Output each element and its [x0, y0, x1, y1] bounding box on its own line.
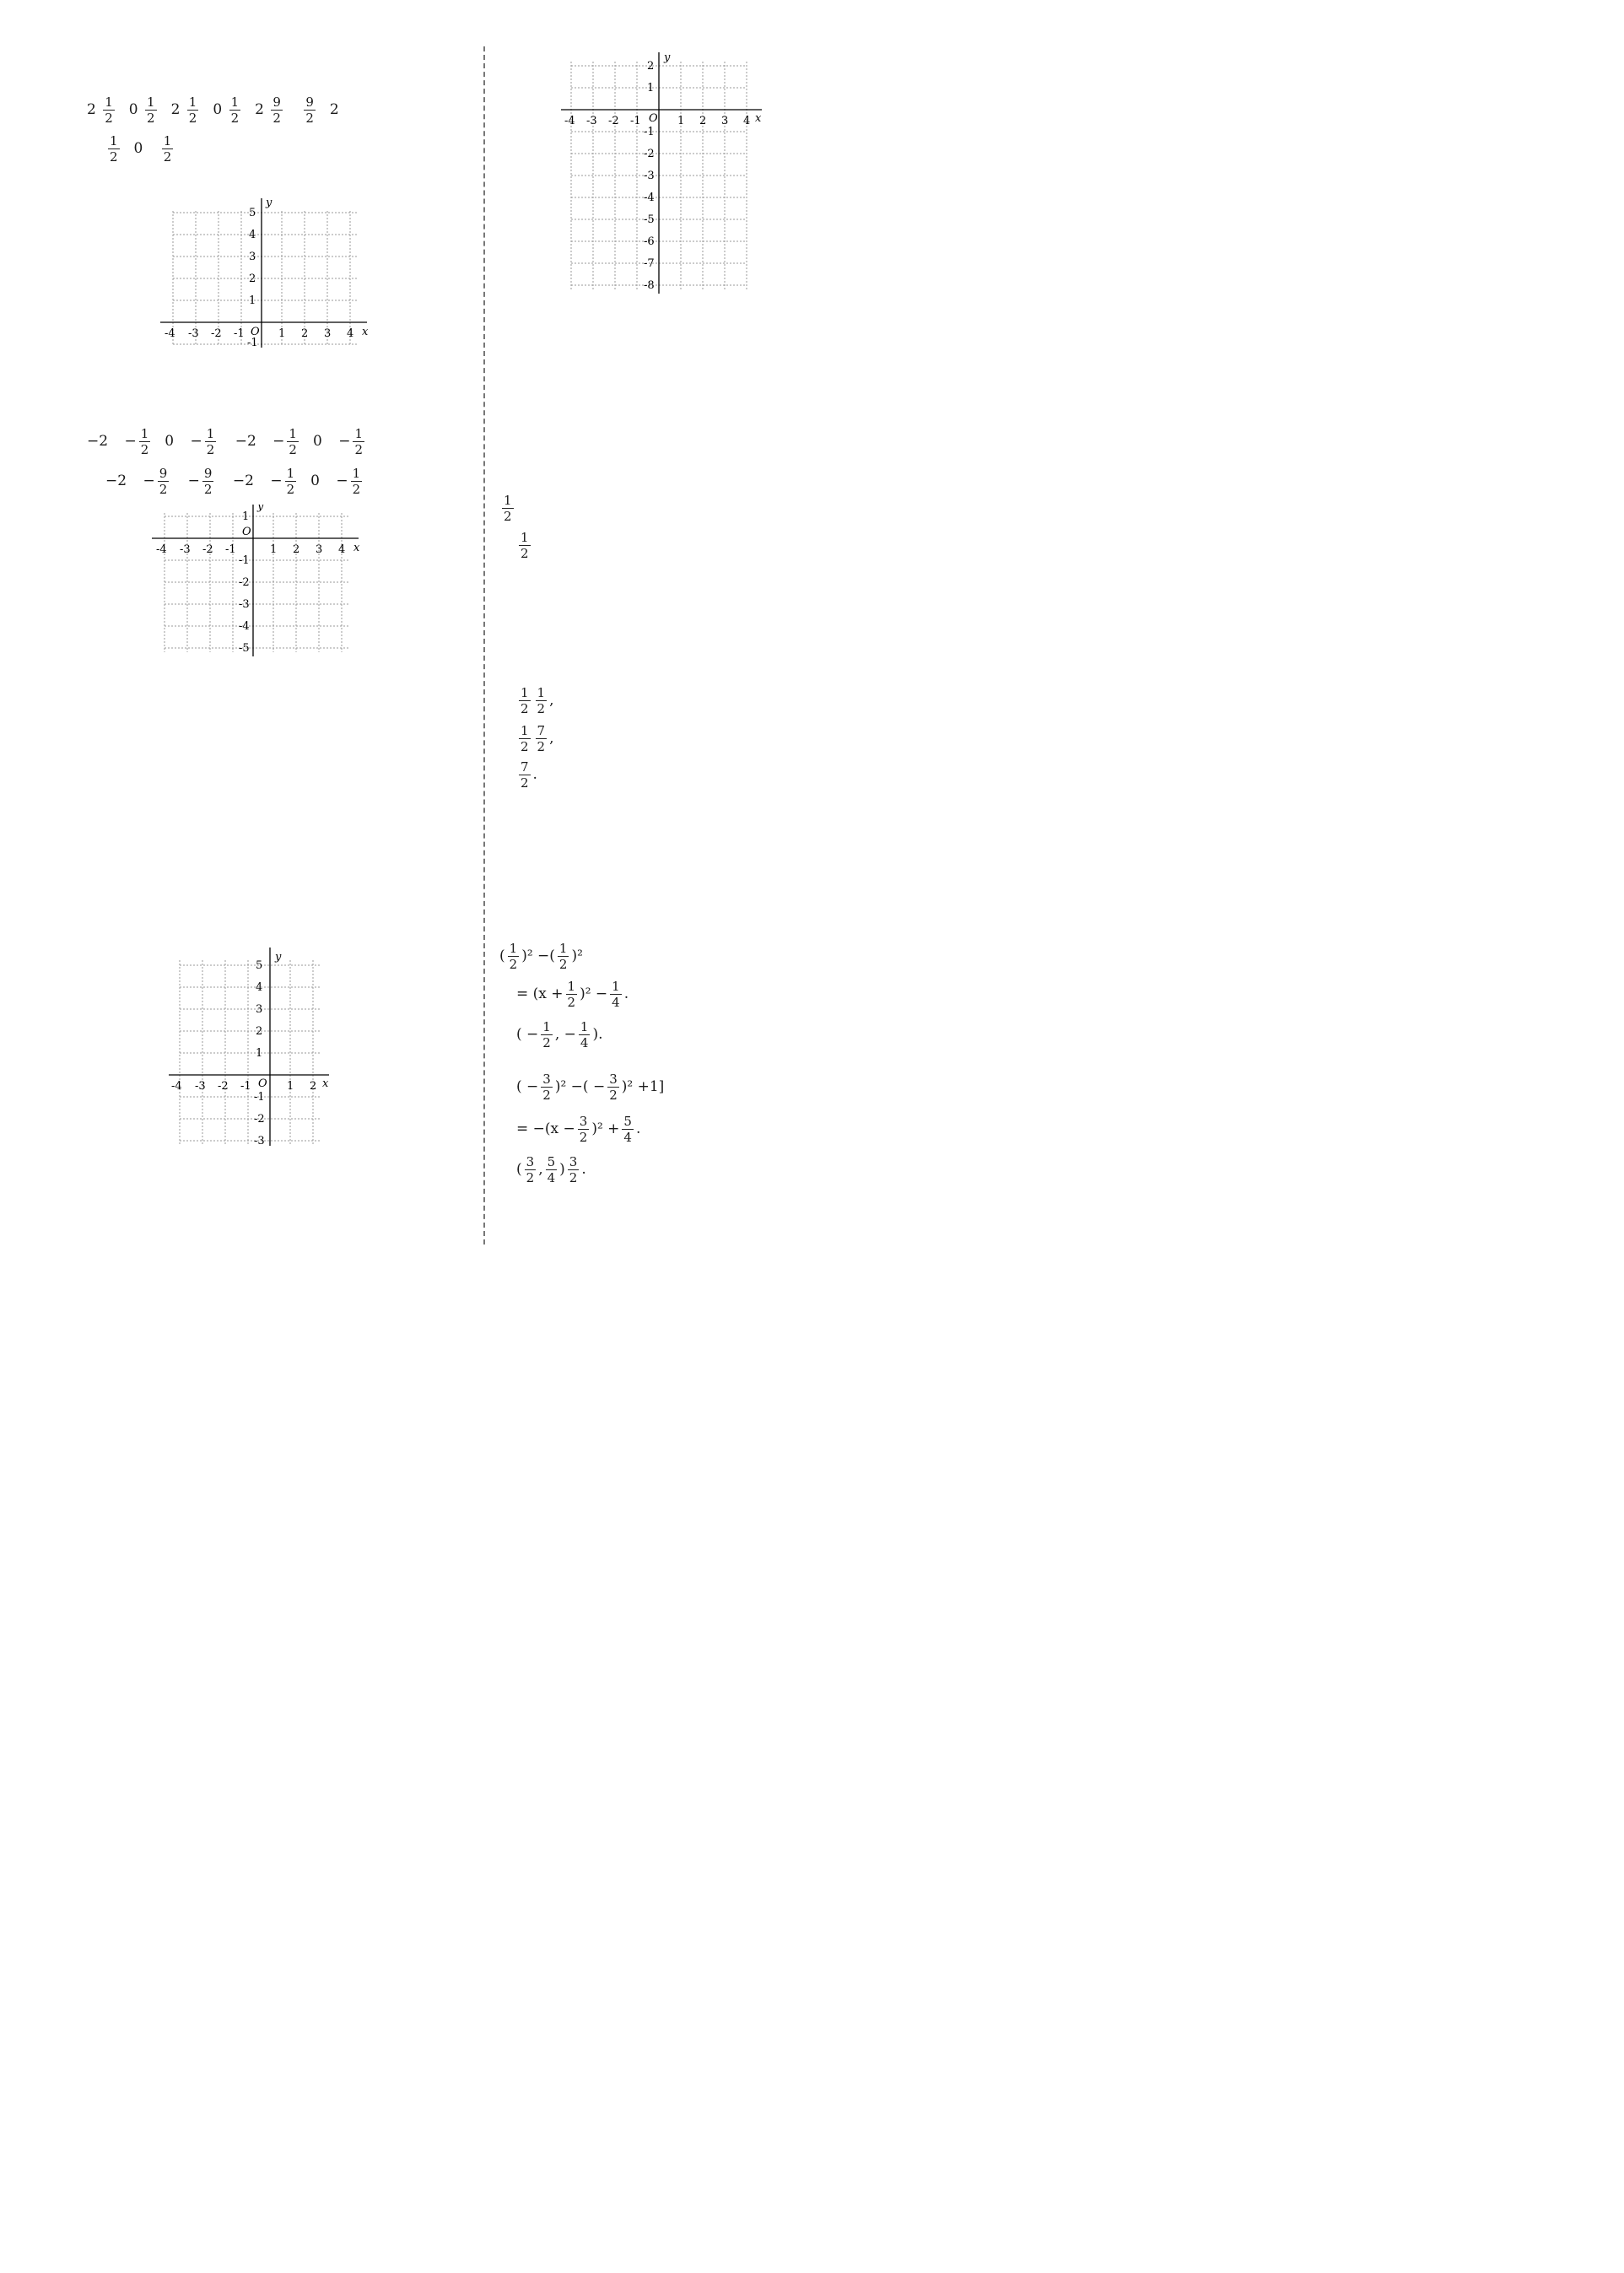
n3a: ( $\frac{1}{2}$ )² −( $\frac{1}{2}$ )²: [499, 941, 583, 972]
svg-text:3: 3: [316, 543, 323, 556]
svg-text:x: x: [353, 542, 360, 554]
graph-4-downward-vertex-parabolas: [553, 49, 839, 306]
svg-text:2: 2: [699, 115, 707, 127]
svg-text:O: O: [649, 112, 658, 125]
svg-text:-2: -2: [202, 543, 213, 556]
svg-text:2: 2: [301, 327, 309, 340]
svg-text:-4: -4: [156, 543, 167, 556]
svg-text:-8: -8: [644, 279, 655, 292]
svg-text:y: y: [266, 197, 272, 209]
n3-vertex: ( − $\frac{1}{2}$ , − $\frac{1}{4}$ ).: [516, 1019, 603, 1050]
r-fb4-3h: $\frac{7}{2}$ .: [521, 759, 537, 791]
svg-text:4: 4: [743, 115, 751, 127]
q2-row2: −2 − $\frac{9}{2}$ − $\frac{9}{2}$ −2 − $\frac{1}{2}$ 0 − $\frac{1}{2}$: [105, 466, 361, 497]
svg-text:-3: -3: [188, 327, 199, 340]
svg-text:-1: -1: [225, 543, 236, 556]
svg-text:-3: -3: [180, 543, 191, 556]
svg-text:2: 2: [647, 60, 655, 73]
svg-text:-4: -4: [171, 1080, 182, 1093]
svg-text:O: O: [242, 526, 251, 538]
q1-row1: 2 $\frac{1}{2}$ 0 $\frac{1}{2}$ 2 $\frac{1}{2}$ 0 $\frac{1}{2}$ 2 $\frac{9}{2}$ $\frac{9}{2}$ 2: [87, 94, 339, 126]
svg-text:1: 1: [270, 543, 278, 556]
svg-text:2: 2: [310, 1080, 317, 1093]
svg-text:-5: -5: [644, 213, 655, 226]
svg-text:O: O: [258, 1077, 267, 1090]
svg-text:2: 2: [293, 543, 300, 556]
svg-text:-4: -4: [644, 192, 655, 204]
svg-text:5: 5: [256, 959, 263, 972]
svg-text:O: O: [251, 326, 260, 338]
svg-text:1: 1: [278, 327, 286, 340]
svg-text:-1: -1: [254, 1091, 265, 1104]
graph-2-downward-parabolas: [148, 505, 426, 686]
svg-text:5: 5: [249, 207, 256, 219]
svg-text:3: 3: [721, 115, 729, 127]
svg-text:-4: -4: [239, 620, 250, 633]
svg-text:-2: -2: [218, 1080, 229, 1093]
svg-text:-3: -3: [254, 1135, 265, 1147]
svg-text:-2: -2: [239, 576, 250, 589]
svg-text:-2: -2: [211, 327, 222, 340]
svg-text:-1: -1: [240, 1080, 251, 1093]
svg-text:2: 2: [249, 273, 256, 285]
n3b-expr: = (x + $\frac{1}{2}$ )² − $\frac{1}{4}$ .: [516, 979, 629, 1010]
svg-text:-4: -4: [564, 115, 575, 127]
svg-text:4: 4: [338, 543, 346, 556]
svg-text:x: x: [755, 112, 762, 125]
svg-text:3: 3: [324, 327, 332, 340]
svg-text:-3: -3: [239, 598, 250, 611]
svg-text:1: 1: [256, 1047, 263, 1060]
svg-text:-1: -1: [247, 337, 258, 349]
svg-text:-1: -1: [630, 115, 641, 127]
svg-text:-3: -3: [586, 115, 597, 127]
svg-text:-1: -1: [644, 126, 655, 138]
svg-text:y: y: [664, 51, 671, 64]
svg-text:-1: -1: [239, 554, 250, 567]
svg-text:1: 1: [647, 82, 655, 94]
svg-text:1: 1: [249, 294, 256, 307]
graph-3-shifted-parabolas: [165, 935, 384, 1154]
svg-text:y: y: [275, 951, 282, 964]
n4b: ( − $\frac{3}{2}$ )² −( − $\frac{3}{2}$ )² +1]: [516, 1072, 665, 1103]
svg-text:2: 2: [256, 1025, 263, 1038]
svg-text:-3: -3: [195, 1080, 206, 1093]
svg-text:1: 1: [677, 115, 685, 127]
q1-row2: $\frac{1}{2}$ 0 $\frac{1}{2}$: [110, 133, 172, 165]
r-fb4-1: $\frac{1}{2}$: [504, 493, 512, 524]
column-divider: [483, 46, 485, 1244]
q2-row1: −2 − $\frac{1}{2}$ 0 − $\frac{1}{2}$ −2 − $\frac{1}{2}$ 0 − $\frac{1}{2}$: [87, 426, 363, 457]
svg-text:-2: -2: [644, 148, 655, 160]
svg-text:-5: -5: [239, 642, 250, 655]
svg-text:-2: -2: [254, 1113, 265, 1126]
svg-text:-1: -1: [234, 327, 245, 340]
r-fb4-3g: $\frac{1}{2}$ $\frac{7}{2}$ ,: [521, 723, 554, 754]
svg-text:x: x: [322, 1077, 329, 1090]
n4-vertex: ( $\frac{3}{2}$ , $\frac{5}{4}$ ) $\frac{3}{2}$ .: [516, 1154, 586, 1185]
svg-text:4: 4: [256, 981, 263, 994]
n4c-expr: = −(x − $\frac{3}{2}$ )² + $\frac{5}{4}$ .: [516, 1114, 641, 1145]
svg-text:4: 4: [249, 229, 256, 241]
svg-text:1: 1: [242, 510, 250, 523]
r-fb4-3f: $\frac{1}{2}$ $\frac{1}{2}$ ,: [521, 685, 554, 716]
svg-text:-6: -6: [644, 235, 655, 248]
svg-text:3: 3: [249, 251, 256, 263]
svg-text:y: y: [257, 505, 264, 513]
graph-1-upward-parabolas: [156, 169, 401, 350]
svg-text:x: x: [362, 326, 369, 338]
svg-text:4: 4: [347, 327, 354, 340]
svg-text:-2: -2: [608, 115, 619, 127]
r-fb4-2a: $\frac{1}{2}$: [521, 530, 529, 561]
svg-text:-3: -3: [644, 170, 655, 182]
svg-text:-4: -4: [165, 327, 175, 340]
svg-text:3: 3: [256, 1003, 263, 1016]
svg-text:-7: -7: [644, 257, 655, 270]
svg-text:1: 1: [287, 1080, 294, 1093]
